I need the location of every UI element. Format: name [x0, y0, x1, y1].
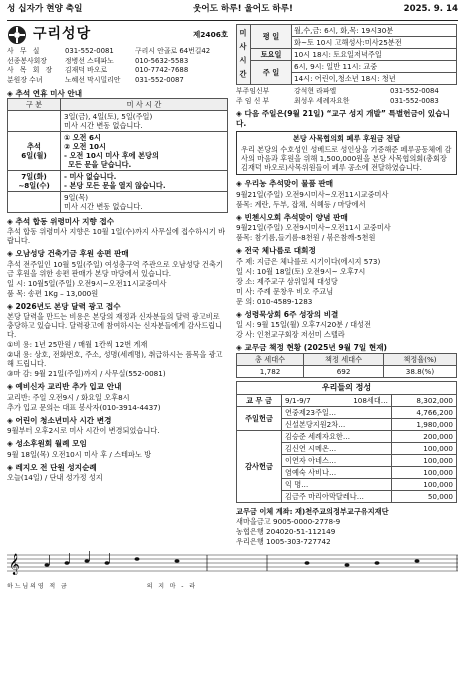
offering-desc: 연중제23주일…	[282, 406, 392, 418]
donor-amount: 100,000	[392, 442, 457, 454]
section-heading: ◈ 레지오 전 단원 성지순례	[7, 462, 97, 472]
offering-amount: 8,302,000	[392, 394, 457, 406]
notice-text: 9월 18일(목) 오전10시 미사 후 / 스테파노 방	[7, 449, 152, 459]
staff-name: 강석현 라파엘	[294, 87, 337, 95]
section-heading: ◈ 다음 주일은(9월 21일) “교구 성지 개발” 특별헌금이 있습니다.	[236, 109, 450, 128]
section-heading: ◈ 예비신자 교리반 추가 입교 안내	[7, 382, 122, 392]
notice-text: 본당 달력을 만드는 비용은 본당의 재정과 신자분들의 달력 광고비로 충당하고 있습니다. 달력광고에 참여하시는 신자분들에게 감사드립니다.	[7, 312, 223, 340]
pledge-status-table	[236, 353, 457, 378]
offering-amount: 1,980,000	[392, 418, 457, 430]
schedule-title: 미 사 시 간	[237, 25, 251, 85]
table-cell: 38.8(%)	[383, 365, 456, 377]
schedule-label: 평 일	[251, 25, 292, 49]
motto: 웃어도 하루! 울어도 하루!	[193, 4, 293, 14]
notice-text: 일 시: 10월5일(주일) 오전9시~오전11시교중미사	[7, 278, 167, 288]
hymn-score	[7, 551, 458, 591]
schedule-value: 14시: 어린이,청소년 18시: 청년	[292, 73, 457, 85]
table-cell: 9일(목)	[64, 192, 89, 202]
table-header: 책정율(%)	[383, 353, 456, 365]
offering-desc: 108세대…	[353, 395, 388, 405]
notice-text: ②내 용: 상호, 전화번호, 주소, 성명(세례명), 취급하시는 품목을 광고해 드립니다.	[7, 350, 223, 369]
church-logo-icon	[7, 25, 27, 45]
contact-key: 사 목 회 장	[7, 66, 55, 75]
table-cell: ② 오전 10시	[64, 141, 106, 151]
notice-text: 품 목: 송편 1Kg – 13,000원	[7, 288, 99, 298]
table-header: 책정 세대수	[304, 353, 384, 365]
donor-name: 익 명…	[282, 478, 392, 490]
donor-amount: 100,000	[392, 466, 457, 478]
schedule-label: 토요일	[251, 49, 292, 61]
staff-phone: 031-552-0083	[390, 96, 439, 105]
contact-value: 정병선 스테파노	[65, 56, 114, 65]
table-cell: 692	[304, 365, 384, 377]
donor-amount: 100,000	[392, 454, 457, 466]
donor-name: 이연자 아네스…	[282, 454, 392, 466]
notice-text: 추석 합동 위령미사 지향은 10월 1일(수)까지 사무실에 접수하시기 바랍니다.	[7, 227, 226, 246]
notice-text: 일 시: 10월 18일(토) 오전9시~ 오후7시	[236, 266, 366, 276]
notice-text: 품목: 참기름,들기름-8천원 / 볶은참깨-5천원	[236, 233, 376, 243]
notice-text: ③마 감: 9월 21일(주일)까지 / 사무실(552-0081)	[7, 369, 166, 379]
mass-schedule-table	[236, 24, 457, 85]
notice-text: 9월21일(주일) 오전9시미사~오전11시 교중미사	[236, 223, 391, 233]
donor-name: 염예숙 사비나…	[282, 466, 392, 478]
music-staff-icon	[7, 551, 458, 581]
offering-category: 주일헌금	[237, 406, 282, 430]
section-heading: ◈ 추석 합동 위령미사 지향 접수	[7, 216, 115, 226]
svg-text:𝄞: 𝄞	[9, 553, 20, 575]
offering-amount: 4,766,200	[392, 406, 457, 418]
staff-role: 주 임 신 부	[236, 96, 270, 105]
table-cell: 3일(금), 4일(토), 5일(주일)	[64, 111, 153, 121]
header-bar	[7, 4, 458, 20]
section-heading: ◈ 성령묵상회 6주 성장의 비결	[236, 309, 339, 319]
section-heading: ◈ 성소후원회 월례 모임	[7, 439, 87, 449]
notice-text: 추석 전주일인 10월 5일(주일) 여성총구역 주관으로 오남성당 건축기금 후원을 위한 송편 판매가 본당 마당에서 있습니다.	[7, 259, 223, 278]
staff-list	[236, 87, 457, 105]
donor-amount: 100,000	[392, 478, 457, 490]
table-header: 구 분	[8, 98, 61, 110]
section-heading: ◈ 교무금 책정 현황 (2025년 9월 7일 현재)	[236, 343, 388, 353]
section-heading: ◈ 어린이 청소년미사 시간 변경	[7, 415, 112, 425]
notice-box	[236, 131, 457, 175]
contact-key: 선종봉사회장	[7, 56, 47, 65]
table-cell: - 미사 없습니다.	[64, 171, 117, 181]
donor-name: 김승준 세례자요한…	[282, 430, 392, 442]
notice-text: 품목: 계란, 두부, 잡채, 식혜등 / 마당에서	[236, 199, 366, 209]
notice-box-title: 본당 사목협의회 폐루 후원금 전달	[292, 134, 401, 144]
account-title: 교무금 이체 계좌: 재)천주교의정부교구유지재단	[236, 506, 389, 516]
staff-name: 최성우 세례자요한	[294, 96, 350, 105]
schedule-label: 주 일	[251, 61, 292, 85]
staff-role: 부주임신부	[236, 87, 270, 95]
church-name: 구리성당	[33, 26, 92, 43]
table-cell: ① 오전 6시	[64, 132, 101, 142]
table-cell: - 본당 모든 문을 열지 않습니다.	[64, 180, 166, 190]
notice-text: 장 소: 제주교구 삼위일체 대성당	[236, 276, 338, 286]
section-heading: ◈ 우리농 추석맞이 물품 판매	[236, 179, 334, 189]
schedule-value: 10시 18시: 토요일저녁주일	[292, 49, 457, 61]
section-heading: ◈ 오남성당 건축기금 후원 송편 판매	[7, 249, 129, 259]
contact-extra: 031-552-0087	[135, 75, 184, 84]
notice-text: 문 의: 010-4589-1283	[236, 296, 313, 306]
issue-date: 2025. 9. 14	[403, 4, 458, 14]
notice-text: 추가 입교 문의는 대표 봉사자(010-3914-4437)	[7, 402, 161, 412]
notice-text: ①비 용: 1년 25만원 / 매월 1칸씩 12번 게재	[7, 340, 148, 350]
table-cell: 미사 시간 변동 없습니다.	[64, 120, 143, 130]
offering-category: 교 무 금	[237, 394, 282, 406]
table-cell: - 오전 10시 미사 후에 본당의	[64, 150, 159, 160]
notice-text: 미 사: 주례 문창우 비오 주교님	[236, 286, 334, 296]
hymn-lyrics: 하 느 님 의 영 적 금 의 지 마 - 라	[7, 582, 195, 590]
contact-key: 분원장 수녀	[7, 75, 43, 84]
header-divider	[7, 20, 458, 21]
table-header: 미 사 시 간	[61, 98, 228, 110]
issue-number: 제2406호	[193, 30, 228, 40]
table-cell: 1,782	[237, 365, 304, 377]
church-logo-row	[7, 24, 228, 46]
contact-extra: 010-5632-5583	[135, 56, 189, 65]
notice-text: 교리반: 주일 오전9시 / 화요일 오후8시	[7, 392, 130, 402]
staff-phone: 031-552-0084	[390, 87, 439, 95]
left-column	[7, 24, 228, 547]
donor-amount: 200,000	[392, 430, 457, 442]
feast-title: 성 십자가 현양 축일	[7, 4, 83, 14]
offering-title: 우리들의 정성	[237, 381, 457, 394]
donor-name: 김금주 마리아막달레나…	[282, 490, 392, 502]
table-cell: 추석 6일(월)	[8, 131, 61, 170]
schedule-value: 월,수,금: 6시, 화,목: 19시30분	[292, 25, 457, 37]
notice-text: 9월부터 오후2시로 미사 시간이 변경되었습니다.	[7, 426, 160, 436]
notice-text: 강 사: 인천교구회장 저선미 스텔라	[236, 330, 345, 340]
table-cell: 7일(화) ~8일(수)	[8, 170, 61, 191]
offering-table	[236, 381, 457, 503]
section-heading: ◈ 빈첸시오회 추석맞이 양념 판매	[236, 212, 348, 222]
schedule-value: 6시, 9시: 일반 11시: 교중	[292, 61, 457, 73]
account-line: 새마을금고 9005-0000-2778-9	[236, 516, 341, 526]
contact-value: 노혜선 막시밀리안	[65, 75, 121, 84]
account-line: 농협은행 204020-51-112149	[236, 526, 336, 536]
section-heading: ◈ 전국 체나름로 대회정	[236, 246, 316, 256]
account-line: 우리은행 1005-303-727742	[236, 536, 331, 546]
contact-extra: 010-7742-7688	[135, 66, 189, 75]
table-cell: 모든 문을 닫습니다.	[68, 159, 132, 169]
schedule-value: 화~토 10시 고해성사:미사25분전	[292, 37, 457, 49]
offering-desc: 신설본당지원2차…	[282, 418, 392, 430]
notice-text: 9월21일(주일) 오전9시미사~오전11시교중미사	[236, 189, 389, 199]
notice-text: 오늘(14일) / 단내 성가정 성지	[7, 473, 103, 483]
table-cell: 미사 시간 변동 없습니다.	[64, 201, 143, 211]
contact-list	[7, 47, 228, 85]
table-header: 총 세대수	[237, 353, 304, 365]
notice-box-text: 우리 본당의 수호성인 성베드로 성인상을 기증해준 페루공동체에 감사의 마음과 후원을 위해 1,500,000원을 본당 사목협의회(총회장 김재덕 바오로)사목위원들이 페루 공소에 전달하였습니다.	[241, 145, 452, 173]
donor-amount: 50,000	[392, 490, 457, 502]
offering-period: 9/1-9/7	[285, 395, 311, 405]
notice-text: 주 제: 지금은 체나를로 시기이다(에시지 573)	[236, 256, 381, 266]
contact-value: 031-552-0081	[65, 47, 114, 55]
contact-key: 사 무 실	[7, 47, 42, 55]
section-heading: ◈ 추석 연휴 미사 안내	[7, 88, 83, 98]
donor-name: 김신연 시메온…	[282, 442, 392, 454]
contact-extra: 구리시 안골로 64번길42	[135, 47, 211, 55]
notice-text: 일 시: 9월 15일(월) 오후7시20분 / 대성전	[236, 320, 371, 330]
right-column	[236, 24, 457, 547]
offering-category: 감사헌금	[237, 430, 282, 502]
section-heading: ◈ 2026년도 본당 달력 광고 접수	[7, 301, 121, 311]
holiday-mass-table	[7, 98, 228, 213]
contact-value: 김재덕 바오로	[65, 66, 108, 75]
